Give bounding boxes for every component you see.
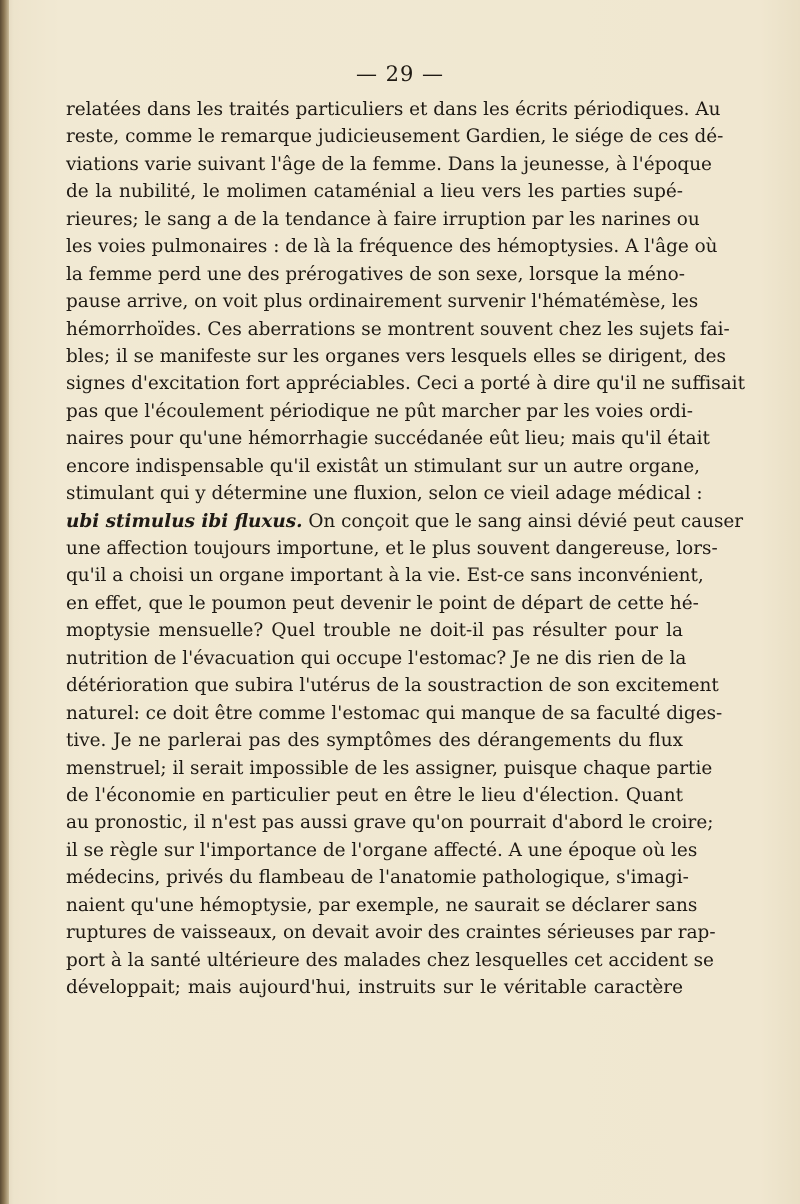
page-number: — 29 — (355, 62, 445, 86)
book-spine-edge (0, 0, 9, 1204)
text-line: en effet, que le poumon peut devenir le point de départ de cette hé- (66, 592, 699, 614)
text-line: reste, comme le remarque judicieusement Gardien, le siége de ces dé- (66, 126, 724, 148)
text-line: la femme perd une des prérogatives de son sexe, lorsque la méno- (66, 263, 685, 285)
text-line: encore indispensable qu'il existât un stimulant sur un autre organe, (66, 455, 700, 477)
text-line: stimulant qui y détermine une fluxion, selon ce vieil adage médical : (66, 483, 703, 505)
text-line: pas que l'écoulement périodique ne pût marcher par les voies ordi- (66, 400, 693, 422)
text-line: une affection toujours importune, et le plus souvent dangereuse, lors- (66, 538, 718, 559)
text-line: signes d'excitation fort appréciables. Ceci a porté à dire qu'il ne suffisait (66, 373, 745, 395)
text-line: développait; mais aujourd'hui, instruits sur le véritable caractère (66, 977, 683, 998)
text-line: de la nubilité, le molimen cataménial a lieu vers les parties supé- (66, 181, 683, 203)
text-line: menstruel; il serait impossible de les assigner, puisque chaque partie (66, 757, 713, 779)
text-line: ubi stimulus ibi fluxus. On conçoit que le sang ainsi dévié peut causer (66, 510, 744, 532)
text-line: port à la santé ultérieure des malades chez lesquelles cet accident se (66, 949, 714, 971)
text-line: médecins, privés du flambeau de l'anatomie pathologique, s'imagi- (66, 867, 689, 889)
text-line: bles; il se manifeste sur les organes vers lesquels elles se dirigent, des (66, 345, 726, 367)
text-line: relatées dans les traités particuliers et dans les écrits périodiques. Au (66, 99, 721, 120)
body-text (66, 96, 745, 1001)
text-line: pause arrive, on voit plus ordinairement survenir l'hématémèse, les (66, 291, 699, 313)
text-line: au pronostic, il n'est pas aussi grave qu'on pourrait d'abord le croire; (66, 812, 714, 834)
text-line: naient qu'une hémoptysie, par exemple, ne saurait se déclarer sans (66, 894, 698, 916)
text-line: qu'il a choisi un organe important à la vie. Est-ce sans inconvénient, (66, 565, 704, 587)
text-line: rieures; le sang a de la tendance à faire irruption par les narines ou (66, 208, 700, 230)
text-line: moptysie mensuelle? Quel trouble ne doit-il pas résulter pour la (66, 620, 683, 642)
text-line: de l'économie en particulier peut en être le lieu d'élection. Quant (66, 784, 683, 806)
text-line: tive. Je ne parlerai pas des symptômes des dérangements du flux (66, 730, 683, 752)
text-line: nutrition de l'évacuation qui occupe l'estomac? Je ne dis rien de la (66, 647, 687, 669)
text-line: il se règle sur l'importance de l'organe affecté. A une époque où les (66, 839, 698, 861)
latin-adage: ubi stimulus ibi fluxus. (66, 510, 303, 532)
text-line: naturel: ce doit être comme l'estomac qui manque de sa faculté diges- (66, 702, 723, 724)
text-line: les voies pulmonaires : de là la fréquence des hémoptysies. A l'âge où (66, 236, 718, 258)
text-line: viations varie suivant l'âge de la femme. Dans la jeunesse, à l'époque (66, 153, 712, 175)
text-line: ruptures de vaisseaux, on devait avoir des craintes sérieuses par rap- (66, 922, 716, 944)
text-line: hémorrhoïdes. Ces aberrations se montrent souvent chez les sujets fai- (66, 318, 730, 340)
text-line: détérioration que subira l'utérus de la soustraction de son excitement (66, 675, 719, 697)
text-line: naires pour qu'une hémorrhagie succédanée eût lieu; mais qu'il était (66, 428, 710, 450)
